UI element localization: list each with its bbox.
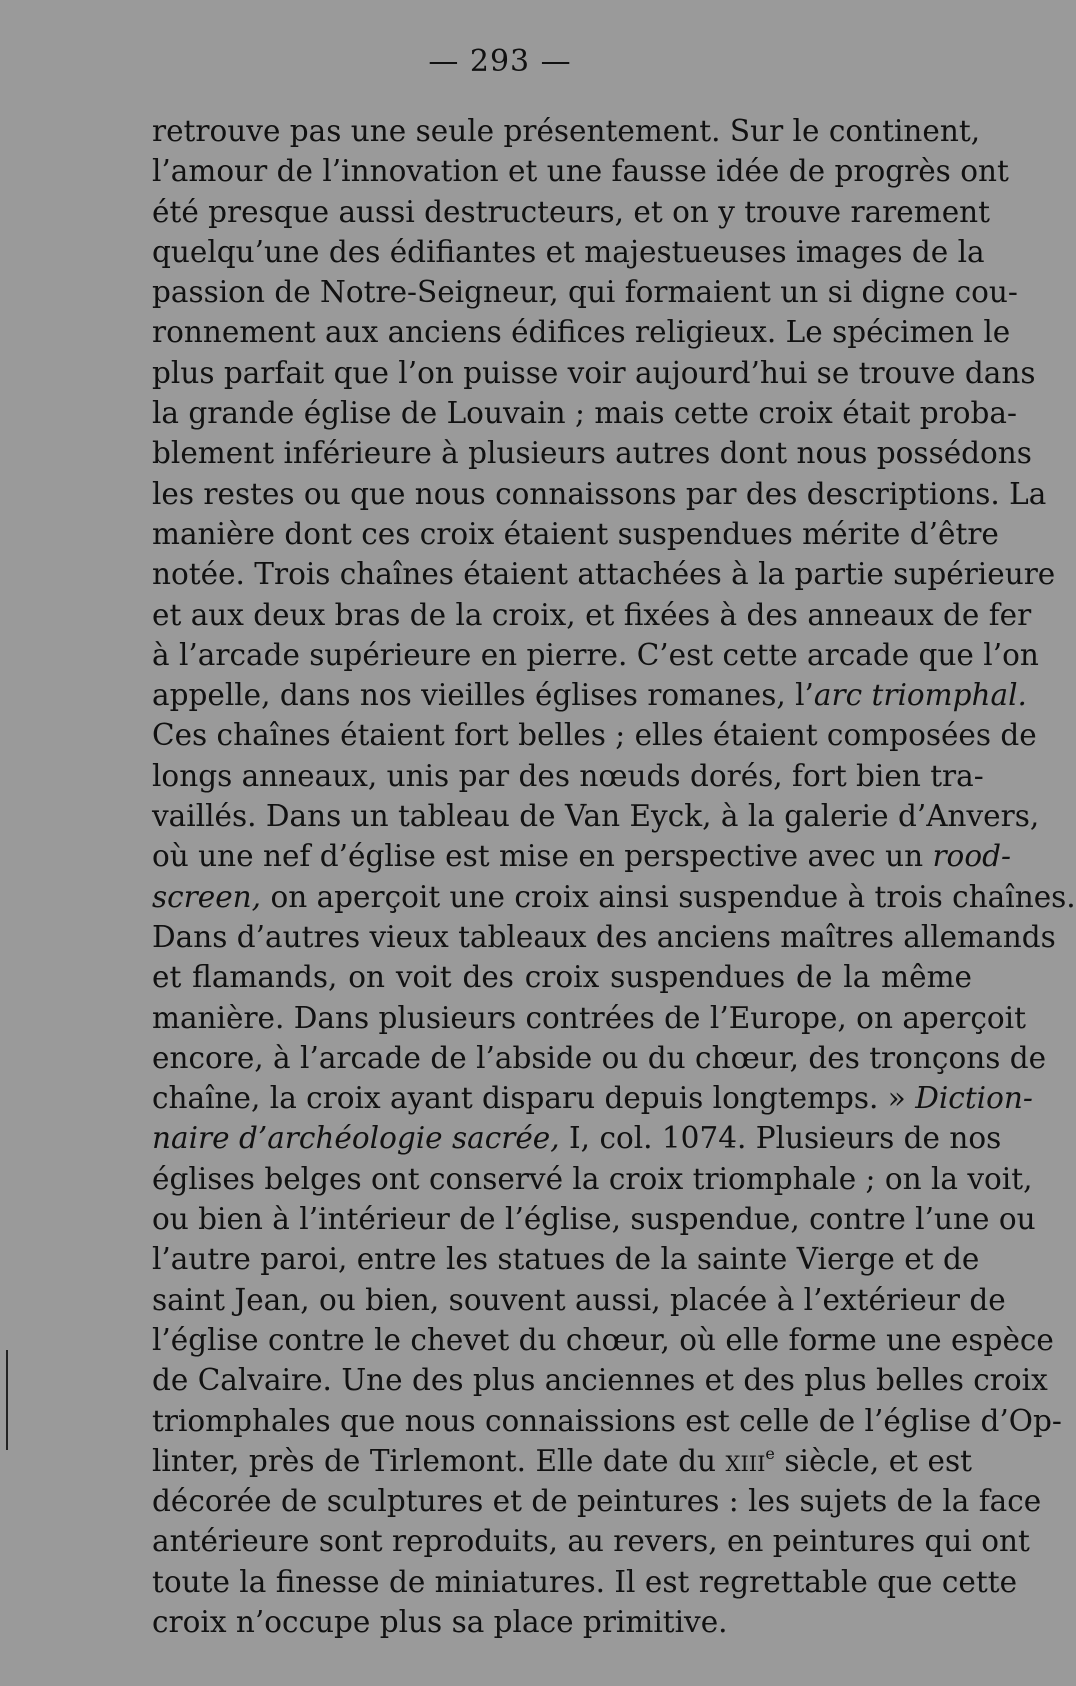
text-segment: Dans d’autres vieux tableaux des anciens maîtres allemands <box>152 919 1056 954</box>
text-line <box>152 1481 1042 1521</box>
text-segment: quelqu’une des édifiantes et majestueuses images de la <box>152 234 985 269</box>
text-segment: à l’arcade supérieure en pierre. C’est cette arcade que l’on <box>152 637 1039 672</box>
text-line <box>152 1360 1048 1400</box>
text-segment: encore, à l’arcade de l’abside ou du chœur, des tronçons de <box>152 1040 1047 1075</box>
text-segment: longs anneaux, unis par des nœuds dorés, fort bien tra- <box>152 758 984 793</box>
text-segment: et aux deux bras de la croix, et fixées à des anneaux de fer <box>152 597 1032 632</box>
text-segment: manière. Dans plusieurs contrées de l’Europe, on aperçoit <box>152 1000 1026 1035</box>
italic-text: arc triomphal. <box>813 678 1027 713</box>
text-line <box>152 1401 1062 1441</box>
text-segment: antérieure sont reproduits, au revers, en peintures qui ont <box>152 1524 1030 1559</box>
text-segment: e <box>765 1443 775 1463</box>
text-line <box>152 957 972 997</box>
text-line <box>152 353 1036 393</box>
text-line <box>152 192 991 232</box>
margin-mark <box>6 1350 8 1450</box>
text-segment: toute la finesse de miniatures. Il est regrettable que cette <box>152 1564 1018 1599</box>
text-line <box>152 514 999 554</box>
text-segment: I, col. 1074. Plusieurs de nos <box>559 1121 1002 1156</box>
text-line <box>152 1562 1018 1602</box>
text-line <box>152 1199 1036 1239</box>
text-line <box>152 796 1040 836</box>
text-segment: triomphales que nous connaissions est celle de l’église d’Op- <box>152 1403 1062 1438</box>
text-segment: passion de Notre-Seigneur, qui formaient un si digne cou- <box>152 275 1018 310</box>
text-segment: plus parfait que l’on puisse voir aujourd’hui se trouve dans <box>152 355 1036 390</box>
text-line <box>152 1118 1002 1158</box>
italic-text: rood- <box>932 839 1011 874</box>
text-segment: Ces chaînes étaient fort belles ; elles étaient composées de <box>152 718 1037 753</box>
text-line <box>152 675 1027 715</box>
text-segment: siècle, et est <box>774 1443 972 1478</box>
text-segment: linter, près de Tirlemont. Elle date du <box>152 1443 726 1478</box>
text-segment: l’amour de l’innovation et une fausse idée de progrès ont <box>152 154 1009 189</box>
text-line <box>152 111 981 151</box>
text-segment: l’église contre le chevet du chœur, où elle forme une espèce <box>152 1322 1054 1357</box>
text-line <box>152 1078 1033 1118</box>
text-line <box>152 998 1026 1038</box>
text-line <box>152 232 985 272</box>
text-line <box>152 151 1009 191</box>
text-line <box>152 715 1037 755</box>
italic-text: naire d’archéologie sacrée, <box>152 1121 560 1156</box>
text-segment: églises belges ont conservé la croix triomphale ; on la voit, <box>152 1161 1033 1196</box>
text-line <box>152 554 1056 594</box>
text-line <box>152 433 1032 473</box>
text-segment: saint Jean, ou bien, souvent aussi, placée à l’extérieur de <box>152 1282 1006 1317</box>
text-segment: croix n’occupe plus sa place primitive. <box>152 1604 728 1639</box>
italic-text: screen, <box>152 879 262 914</box>
italic-text: Diction- <box>915 1081 1033 1116</box>
text-line <box>152 1038 1047 1078</box>
text-line <box>152 836 1011 876</box>
text-line <box>152 474 1047 514</box>
text-segment: ou bien à l’intérieur de l’église, suspendue, contre l’une ou <box>152 1202 1036 1237</box>
text-line <box>152 1602 972 1642</box>
text-segment: notée. Trois chaînes étaient attachées à la partie supérieure <box>152 557 1056 592</box>
text-line <box>152 1239 980 1279</box>
text-line <box>152 756 984 796</box>
text-segment: retrouve pas une seule présentement. Sur le continent, <box>152 114 981 148</box>
text-line <box>152 1441 972 1481</box>
text-line <box>152 635 1039 675</box>
text-segment: de Calvaire. Une des plus anciennes et des plus belles croix <box>152 1363 1048 1398</box>
page-number: — 293 — <box>428 44 572 79</box>
text-line <box>152 595 1032 635</box>
text-segment: et flamands, on voit des croix suspendues de la même <box>152 960 972 995</box>
text-segment: xiii <box>725 1443 766 1478</box>
text-line <box>152 1521 1030 1561</box>
text-segment: l’autre paroi, entre les statues de la sainte Vierge et de <box>152 1242 980 1277</box>
text-segment: été presque aussi destructeurs, et on y trouve rarement <box>152 194 991 229</box>
text-line <box>152 393 1017 433</box>
text-segment: décorée de sculptures et de peintures : les sujets de la face <box>152 1484 1042 1519</box>
text-line <box>152 877 1076 917</box>
text-segment: chaîne, la croix ayant disparu depuis longtemps. » <box>152 1081 916 1116</box>
text-segment: blement inférieure à plusieurs autres dont nous possédons <box>152 436 1032 471</box>
text-line <box>152 917 1056 957</box>
text-segment: où une nef d’église est mise en perspective avec un <box>152 839 933 874</box>
text-segment: appelle, dans nos vieilles églises romanes, l’ <box>152 678 814 713</box>
body-text <box>152 111 1076 1642</box>
text-line <box>152 1320 1054 1360</box>
text-segment: on aperçoit une croix ainsi suspendue à trois chaînes. <box>261 879 1076 914</box>
text-line <box>152 1159 1033 1199</box>
text-line <box>152 272 1018 312</box>
text-segment: vaillés. Dans un tableau de Van Eyck, à la galerie d’Anvers, <box>152 799 1040 834</box>
text-segment: ronnement aux anciens édifices religieux. Le spécimen le <box>152 315 1011 350</box>
text-line <box>152 1280 1006 1320</box>
text-segment: les restes ou que nous connaissons par des descriptions. La <box>152 476 1047 511</box>
text-segment: manière dont ces croix étaient suspendues mérite d’être <box>152 516 999 551</box>
text-line <box>152 312 1011 352</box>
text-segment: la grande église de Louvain ; mais cette croix était proba- <box>152 396 1017 431</box>
